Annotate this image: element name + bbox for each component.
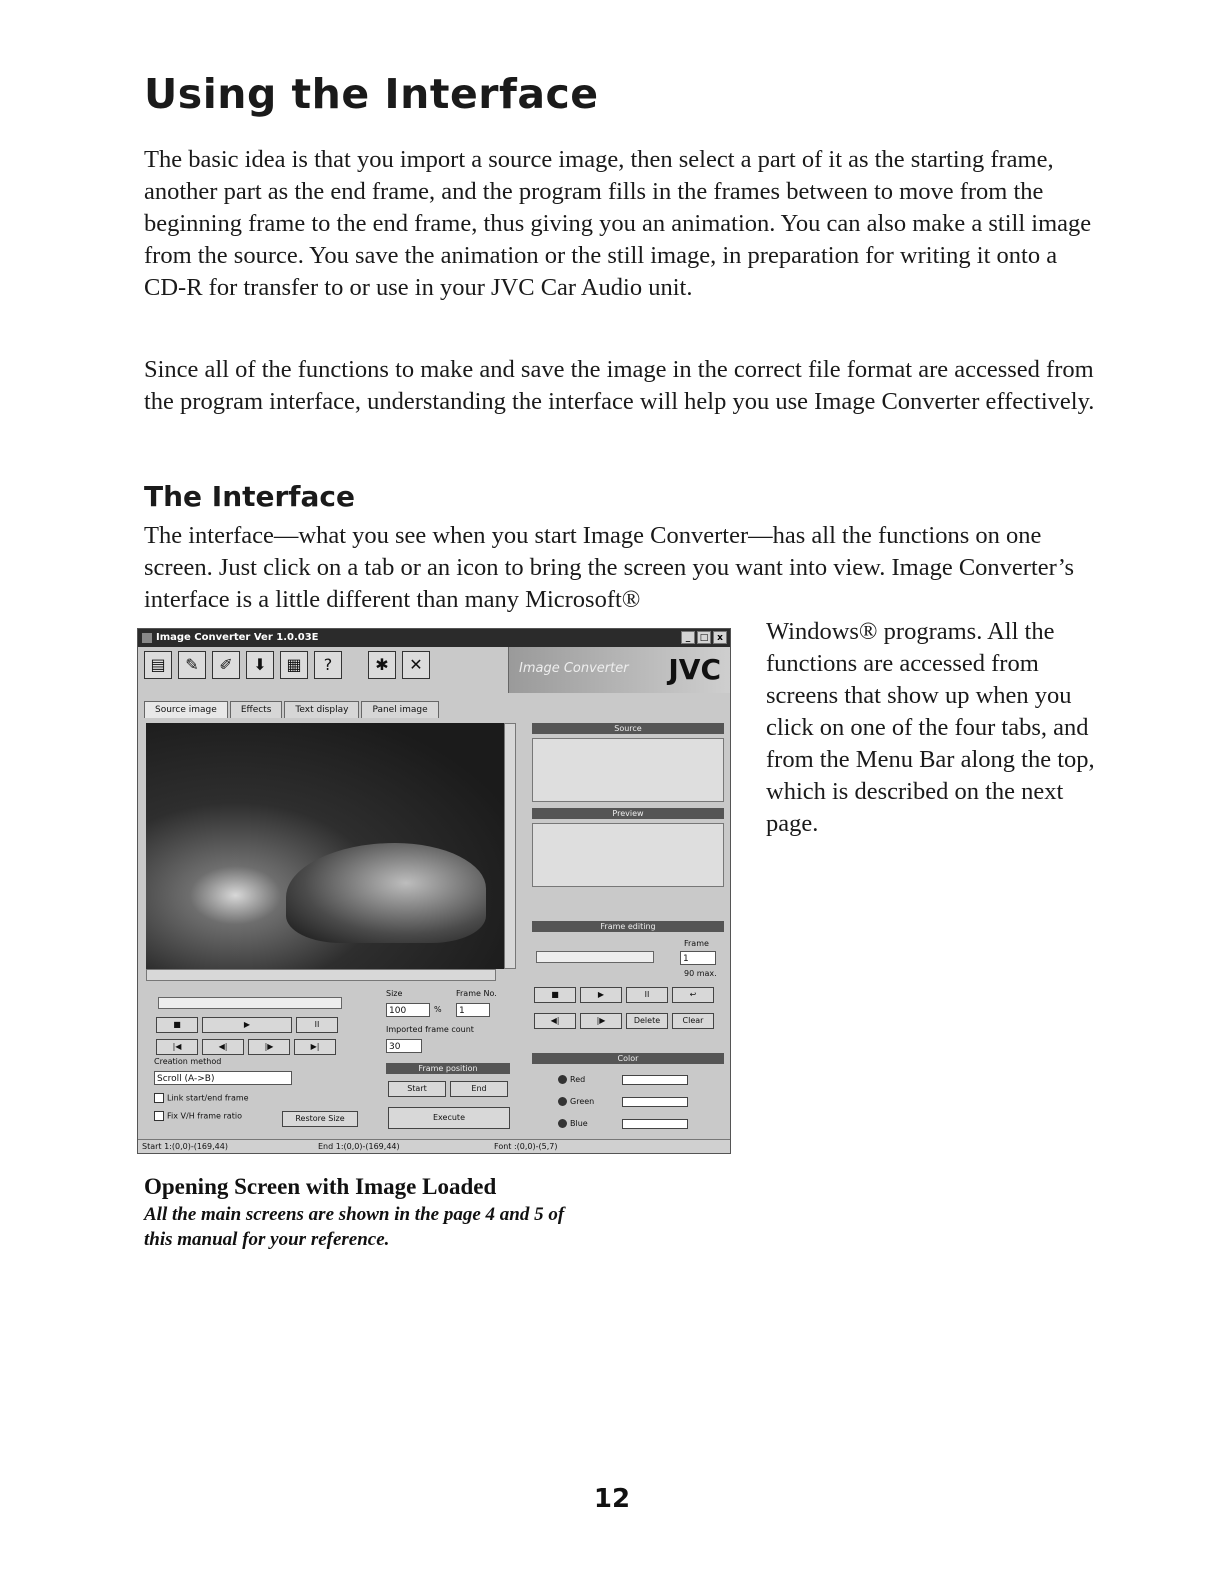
frame-no-input[interactable]: 1 xyxy=(456,1003,490,1017)
imported-count-stepper[interactable]: 30 xyxy=(386,1039,422,1053)
blue-slider[interactable] xyxy=(622,1119,688,1129)
red-slider[interactable] xyxy=(622,1075,688,1085)
car-image xyxy=(286,843,486,943)
caption-note: All the main screens are shown in the page 4 and 5 of this manual for your reference. xyxy=(144,1204,565,1250)
film-icon[interactable]: ▤ xyxy=(144,651,172,679)
app-screenshot xyxy=(137,628,731,1154)
intro-paragraph: The basic idea is that you import a source image, then select a part of it as the starting frame, another part as the end frame, and the program fills in the frames between to move from the beginning frame to the end frame, thus giving you an animation. You can also make a still image from the source. You save the animation or the still image, in preparation for writing it onto a CD-R for transfer to or use in your JVC Car Audio unit. xyxy=(144,146,1092,301)
execute-button[interactable]: Execute xyxy=(388,1107,510,1129)
size-unit: % xyxy=(434,1005,442,1014)
next-frame-button[interactable]: |▶ xyxy=(248,1039,290,1055)
tab-effects[interactable]: Effects xyxy=(230,701,283,718)
print-icon[interactable]: ▦ xyxy=(280,651,308,679)
interface-paragraph-cont: Windows® programs. All the functions are accessed from screens that show up when you click on one of the four tabs, and from the Menu Bar along the top, which is described on the next page. xyxy=(766,618,1095,837)
save-icon[interactable]: ⬇ xyxy=(246,651,274,679)
edit-pause-button[interactable]: II xyxy=(626,987,668,1003)
link-frame-label: Link start/end frame xyxy=(167,1093,249,1103)
tab-text-display[interactable]: Text display xyxy=(284,701,359,718)
page-title: Using the Interface xyxy=(144,70,599,118)
app-icon xyxy=(142,633,152,643)
clear-button[interactable]: Clear xyxy=(672,1013,714,1029)
edit-next-button[interactable]: |▶ xyxy=(580,1013,622,1029)
edit-stop-button[interactable]: ■ xyxy=(534,987,576,1003)
window-titlebar xyxy=(138,629,730,647)
page-number: 12 xyxy=(593,1484,631,1514)
edit-play-button[interactable]: ▶ xyxy=(580,987,622,1003)
size-select[interactable]: 100 xyxy=(386,1003,430,1017)
pause-button[interactable]: II xyxy=(296,1017,338,1033)
creation-method-select[interactable]: Scroll (A->B) xyxy=(154,1071,292,1085)
color-blue-label: Blue xyxy=(570,1119,588,1128)
green-slider[interactable] xyxy=(622,1097,688,1107)
source-image-viewer[interactable] xyxy=(146,723,504,969)
red-dot-icon xyxy=(558,1075,567,1084)
tab-source-image[interactable]: Source image xyxy=(144,701,228,718)
maximize-button[interactable]: □ xyxy=(697,631,711,644)
caption-title: Opening Screen with Image Loaded xyxy=(144,1174,497,1199)
right-panel xyxy=(532,723,724,893)
color-blue[interactable] xyxy=(558,1119,588,1128)
toolbar xyxy=(144,651,430,683)
minimize-button[interactable]: _ xyxy=(681,631,695,644)
fix-ratio-label: Fix V/H frame ratio xyxy=(167,1111,242,1121)
interface-paragraph: The interface—what you see when you start Image Converter—has all the functions on one screen. Just click on a tab or an icon to bring the screen you want into view. Image Converter’s interface is a little different than many Microsoft® xyxy=(144,522,1075,613)
logo-text: Image Converter xyxy=(519,661,629,676)
color-red[interactable] xyxy=(558,1075,585,1084)
last-frame-button[interactable]: ▶| xyxy=(294,1039,336,1055)
blue-dot-icon xyxy=(558,1119,567,1128)
color-green[interactable] xyxy=(558,1097,594,1106)
second-paragraph: Since all of the functions to make and save the image in the correct file format are accessed from the program interface, understanding the interface will help you use Image Converter effectively. xyxy=(144,356,1095,415)
edit-prev-button[interactable]: ◀| xyxy=(534,1013,576,1029)
start-button[interactable]: Start xyxy=(388,1081,446,1097)
fix-ratio-checkbox[interactable] xyxy=(154,1111,242,1121)
settings-icon[interactable]: ✱ xyxy=(368,651,396,679)
figure-caption xyxy=(144,1172,604,1252)
imported-count-label: Imported frame count xyxy=(386,1025,474,1034)
green-dot-icon xyxy=(558,1097,567,1106)
prev-frame-button[interactable]: ◀| xyxy=(202,1039,244,1055)
horizontal-scrollbar[interactable] xyxy=(146,969,496,981)
creation-method-label: Creation method xyxy=(154,1057,222,1066)
tab-panel-image[interactable]: Panel image xyxy=(361,701,438,718)
frame-no-label: Frame No. xyxy=(456,989,497,998)
frame-input[interactable]: 1 xyxy=(680,951,716,965)
help-icon[interactable]: ? xyxy=(314,651,342,679)
stop-button[interactable]: ■ xyxy=(156,1017,198,1033)
end-button[interactable]: End xyxy=(450,1081,508,1097)
size-label: Size xyxy=(386,989,403,998)
window-title: Image Converter Ver 1.0.03E xyxy=(156,632,319,643)
frame-editing-header: Frame editing xyxy=(532,921,724,932)
preview-header: Preview xyxy=(532,808,724,819)
color-red-label: Red xyxy=(570,1075,586,1084)
play-button[interactable]: ▶ xyxy=(202,1017,292,1033)
frame-label: Frame xyxy=(684,939,709,948)
source-header: Source xyxy=(532,723,724,734)
link-frame-checkbox[interactable] xyxy=(154,1093,249,1103)
source-preview-box xyxy=(532,738,724,802)
restore-size-button[interactable]: Restore Size xyxy=(282,1111,358,1127)
tab-bar xyxy=(144,701,441,718)
app-logo xyxy=(508,647,731,693)
brand-logo: JVC xyxy=(668,653,721,686)
status-bar xyxy=(138,1139,730,1154)
preview-box xyxy=(532,823,724,887)
close-icon[interactable]: ✕ xyxy=(402,651,430,679)
delete-button[interactable]: Delete xyxy=(626,1013,668,1029)
frame-slider[interactable] xyxy=(536,951,654,963)
edit-undo-button[interactable]: ↩ xyxy=(672,987,714,1003)
open-icon[interactable]: ✎ xyxy=(178,651,206,679)
frame-max-label: 90 max. xyxy=(684,969,717,978)
frame-position-header: Frame position xyxy=(386,1063,510,1074)
section-heading: The Interface xyxy=(144,480,355,513)
color-green-label: Green xyxy=(570,1097,595,1106)
open-alt-icon[interactable]: ✐ xyxy=(212,651,240,679)
first-frame-button[interactable]: |◀ xyxy=(156,1039,198,1055)
status-font: Font :(0,0)-(5,7) xyxy=(494,1142,558,1151)
status-start: Start 1:(0,0)-(169,44) xyxy=(142,1142,228,1151)
status-end: End 1:(0,0)-(169,44) xyxy=(318,1142,400,1151)
color-header: Color xyxy=(532,1053,724,1064)
close-window-button[interactable]: x xyxy=(713,631,727,644)
playback-slider[interactable] xyxy=(158,997,342,1009)
vertical-scrollbar[interactable] xyxy=(504,723,516,969)
